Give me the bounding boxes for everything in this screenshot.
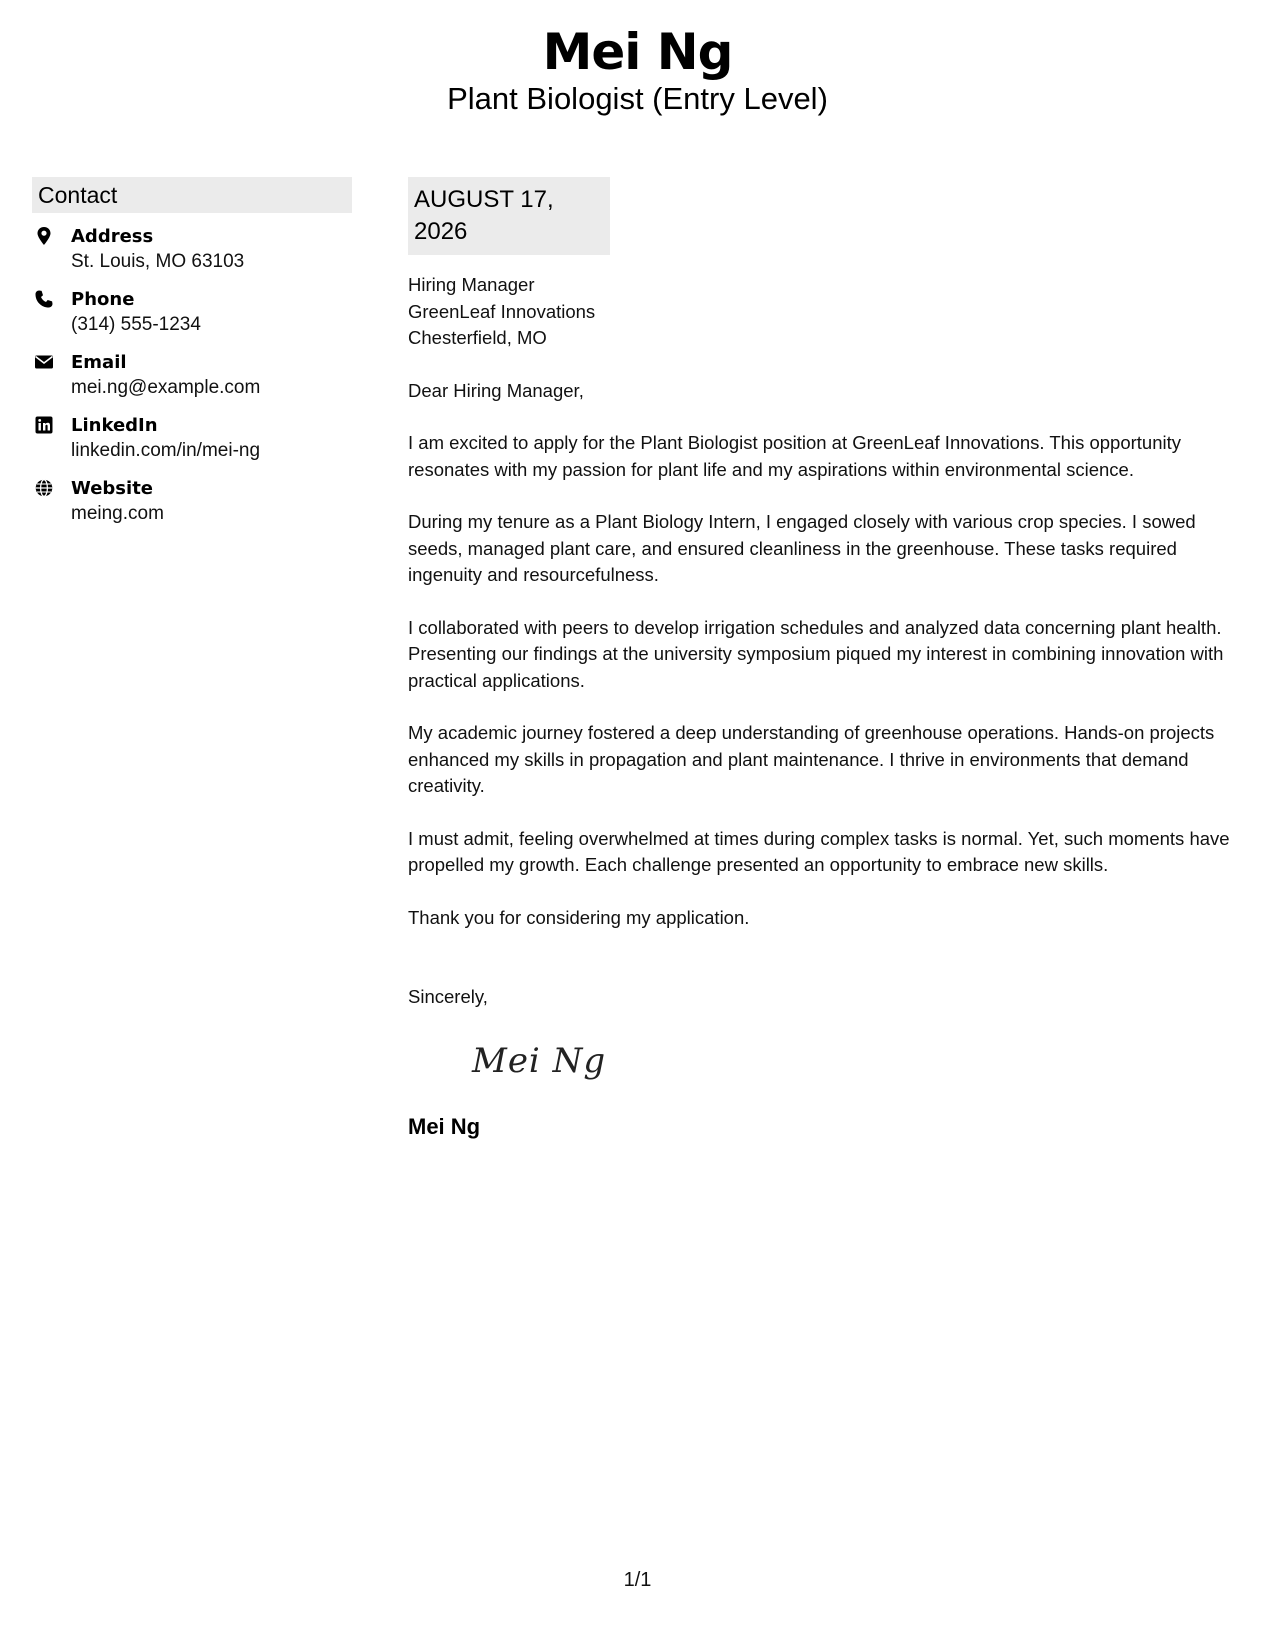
contact-value: (314) 555-1234 [71,314,201,335]
letter-closing: Sincerely, [408,986,488,1007]
letter-paragraph: During my tenure as a Plant Biology Intern, I engaged closely with various crop species. I sowed seeds, managed plant care, and ensured cleanliness in the greenhouse. These tasks required ingenuity and resourcefulness. [408,511,1196,585]
linkedin-icon [34,415,54,435]
globe-icon [34,478,54,498]
contact-label: Phone [71,289,135,310]
contact-value: meing.com [71,503,164,524]
contact-label: Website [71,478,154,499]
map-pin-icon [34,226,54,246]
contact-value: mei.ng@example.com [71,377,261,398]
contact-item-linkedin [32,414,352,477]
letter-paragraph: Thank you for considering my application. [408,906,750,928]
signer-name: Mei Ng [408,1113,481,1139]
letter-paragraph: I must admit, feeling overwhelmed at times during complex tasks is normal. Yet, such moments have propelled my growth. Each challenge presented an opportunity to embrace new skills. [408,827,1230,875]
letter-paragraph: I am excited to apply for the Plant Biologist position at GreenLeaf Innovations. This opportunity resonates with my passion for plant life and my aspirations within environmental science. [408,432,1181,480]
contact-heading: Contact [32,177,352,213]
contact-label: Address [71,226,154,247]
contact-item-phone [32,288,352,351]
contact-value: St. Louis, MO 63103 [71,251,245,272]
contact-label: Email [71,352,127,373]
page-number: 1/1 [623,1569,652,1591]
contact-value: linkedin.com/in/mei-ng [71,440,261,461]
candidate-name: Mei Ng [542,23,733,81]
letter-date: AUGUST 17, 2026 [408,177,610,255]
recipient-block [408,272,1253,352]
cover-letter-body [408,177,1253,1141]
letter-greeting: Dear Hiring Manager, [408,379,584,401]
recipient-line: GreenLeaf Innovations [408,300,596,322]
contact-sidebar [32,177,352,540]
contact-item-website [32,477,352,540]
letter-paragraph: I collaborated with peers to develop irrigation schedules and analyzed data concerning plant health. Presenting our findings at the university symposium piqued my interest in combining innovation with practical applications. [408,616,1224,691]
contact-label: LinkedIn [71,415,158,436]
envelope-icon [34,352,54,372]
recipient-line: Chesterfield, MO [408,327,547,348]
phone-icon [34,289,54,309]
letter-paragraph: My academic journey fostered a deep understanding of greenhouse operations. Hands-on projects enhanced my skills in propagation and plant maintenance. I thrive in environments that demand creativity. [408,722,1215,796]
contact-item-email [32,351,352,414]
handwritten-signature: Mei Ng [472,1040,607,1081]
recipient-line: Hiring Manager [408,274,535,295]
contact-item-address [32,225,352,288]
job-title: Plant Biologist (Entry Level) [447,81,828,116]
